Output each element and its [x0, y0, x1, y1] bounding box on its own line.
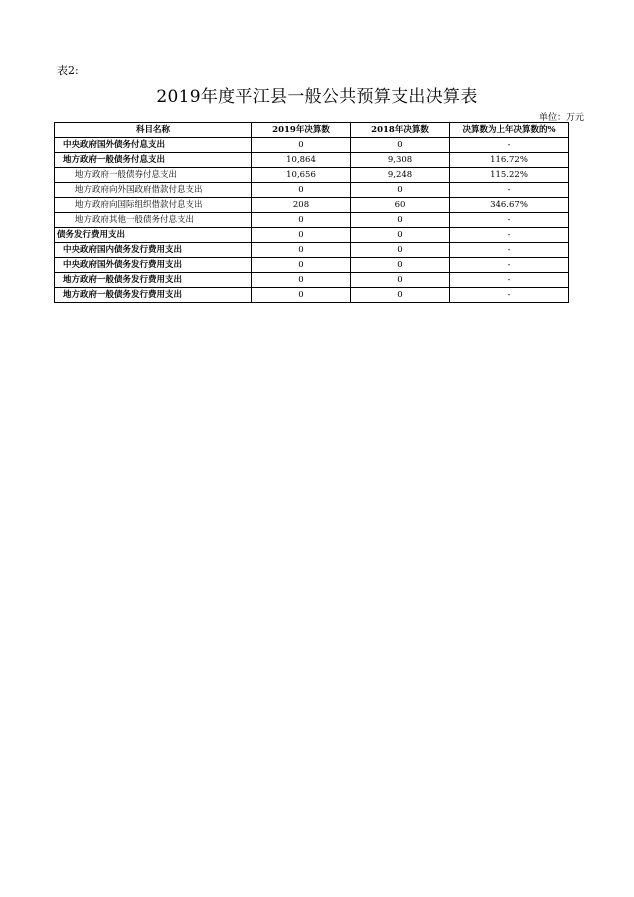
- table-row: [55, 213, 569, 228]
- header-subject-name: 科目名称: [55, 123, 252, 138]
- row-subject-name: 中央政府国外债务付息支出: [55, 138, 252, 153]
- row-ratio-value: -: [450, 258, 569, 273]
- table-row: [55, 153, 569, 168]
- row-2019-value: 10,656: [252, 168, 351, 183]
- row-subject-name: 地方政府一般债务发行费用支出: [55, 288, 252, 303]
- header-2018-final: 2018年决算数: [351, 123, 450, 138]
- row-subject-name: 地方政府其他一般债务付息支出: [55, 213, 252, 228]
- row-2019-value: 0: [252, 183, 351, 198]
- row-ratio-value: -: [450, 243, 569, 258]
- row-subject-name: 中央政府国外债务发行费用支出: [55, 258, 252, 273]
- row-ratio-value: -: [450, 183, 569, 198]
- row-2019-value: 0: [252, 288, 351, 303]
- row-2018-value: 0: [351, 288, 450, 303]
- page-title: 2019年度平江县一般公共预算支出决算表: [156, 87, 478, 107]
- row-subject-name: 中央政府国内债务发行费用支出: [55, 243, 252, 258]
- row-2018-value: 0: [351, 258, 450, 273]
- table-row: [55, 243, 569, 258]
- row-ratio-value: -: [450, 138, 569, 153]
- table-header-row: [55, 123, 569, 138]
- table-row: [55, 273, 569, 288]
- row-2019-value: 208: [252, 198, 351, 213]
- row-ratio-value: -: [450, 213, 569, 228]
- row-subject-name: 地方政府一般债务发行费用支出: [55, 273, 252, 288]
- table-row: [55, 183, 569, 198]
- row-2019-value: 0: [252, 243, 351, 258]
- table-row: [55, 198, 569, 213]
- row-2019-value: 0: [252, 258, 351, 273]
- row-2019-value: 10,864: [252, 153, 351, 168]
- row-2019-value: 0: [252, 138, 351, 153]
- unit-label: 单位：万元: [538, 113, 584, 123]
- row-2019-value: 0: [252, 228, 351, 243]
- row-subject-name: 地方政府一般债券付息支出: [55, 168, 252, 183]
- row-2018-value: 9,248: [351, 168, 450, 183]
- row-2018-value: 0: [351, 213, 450, 228]
- row-2018-value: 60: [351, 198, 450, 213]
- row-2018-value: 9,308: [351, 153, 450, 168]
- row-2019-value: 0: [252, 213, 351, 228]
- row-ratio-value: -: [450, 228, 569, 243]
- row-2018-value: 0: [351, 228, 450, 243]
- table-body: [55, 138, 569, 303]
- table-row: [55, 288, 569, 303]
- table-row: [55, 228, 569, 243]
- row-2018-value: 0: [351, 273, 450, 288]
- row-2018-value: 0: [351, 243, 450, 258]
- row-2018-value: 0: [351, 183, 450, 198]
- row-ratio-value: -: [450, 288, 569, 303]
- table-label: 表2:: [57, 64, 79, 77]
- row-subject-name: 地方政府向国际组织借款付息支出: [55, 198, 252, 213]
- row-ratio-value: -: [450, 273, 569, 288]
- table-row: [55, 138, 569, 153]
- header-ratio: 决算数为上年决算数的%: [450, 123, 569, 138]
- header-2019-final: 2019年决算数: [252, 123, 351, 138]
- table-row: [55, 258, 569, 273]
- row-ratio-value: 115.22%: [450, 168, 569, 183]
- row-subject-name: 地方政府向外国政府借款付息支出: [55, 183, 252, 198]
- row-subject-name: 地方政府一般债务付息支出: [55, 153, 252, 168]
- row-subject-name: 债务发行费用支出: [55, 228, 252, 243]
- row-2018-value: 0: [351, 138, 450, 153]
- table-row: [55, 168, 569, 183]
- budget-table: [54, 122, 569, 303]
- row-ratio-value: 116.72%: [450, 153, 569, 168]
- row-2019-value: 0: [252, 273, 351, 288]
- row-ratio-value: 346.67%: [450, 198, 569, 213]
